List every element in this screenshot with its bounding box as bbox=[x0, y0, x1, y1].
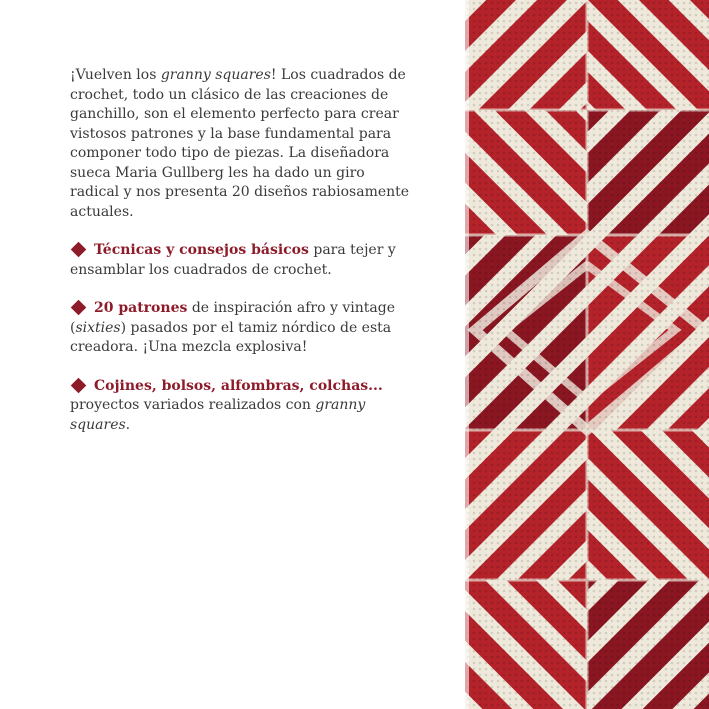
bullet-item-patrones bbox=[70, 299, 410, 358]
diamond-icon bbox=[71, 300, 87, 316]
diamond-icon bbox=[71, 242, 87, 258]
bullet-text: proyectos variados realizados con bbox=[70, 397, 316, 413]
bullet-text: para tejer y ensamblar los cuadrados de crochet. bbox=[70, 242, 396, 278]
bullet-text-rest: . bbox=[125, 416, 131, 433]
bullet-item-tecnicas bbox=[70, 241, 410, 280]
bullet-text: de inspiración afro y vintage ( bbox=[70, 300, 395, 336]
bullet-highlight: 20 patrones bbox=[94, 300, 188, 316]
intro-lead: ¡Vuelven los bbox=[70, 67, 161, 83]
diamond-icon bbox=[71, 377, 87, 393]
intro-emphasis: granny squares bbox=[160, 67, 271, 83]
bullet-highlight: Cojines, bolsos, alfombras, colchas... bbox=[94, 377, 383, 394]
description-text bbox=[70, 66, 410, 454]
crochet-blanket-photo bbox=[465, 0, 709, 709]
bullet-highlight: Técnicas y consejos básicos bbox=[94, 242, 309, 258]
bullet-emphasis: granny squares bbox=[70, 397, 366, 433]
intro-body: ! Los cuadrados de crochet, todo un clásico de las creaciones de ganchillo, son el elemento perfecto para crear vistosos patrones y la base fundamental para componer todo tipo de piezas. La diseñadora sueca Maria Gullberg les ha dado un giro radical y nos presenta 20 diseños rabiosamente actuales. bbox=[70, 67, 410, 220]
bullet-text-rest: ) pasados por el tamiz nórdico de esta creadora. ¡Una mezcla explosiva! bbox=[70, 319, 392, 355]
intro-paragraph bbox=[70, 66, 410, 222]
bullet-emphasis: sixties bbox=[75, 319, 121, 336]
crochet-pattern-illustration bbox=[465, 0, 709, 709]
bullet-item-proyectos bbox=[70, 377, 410, 436]
